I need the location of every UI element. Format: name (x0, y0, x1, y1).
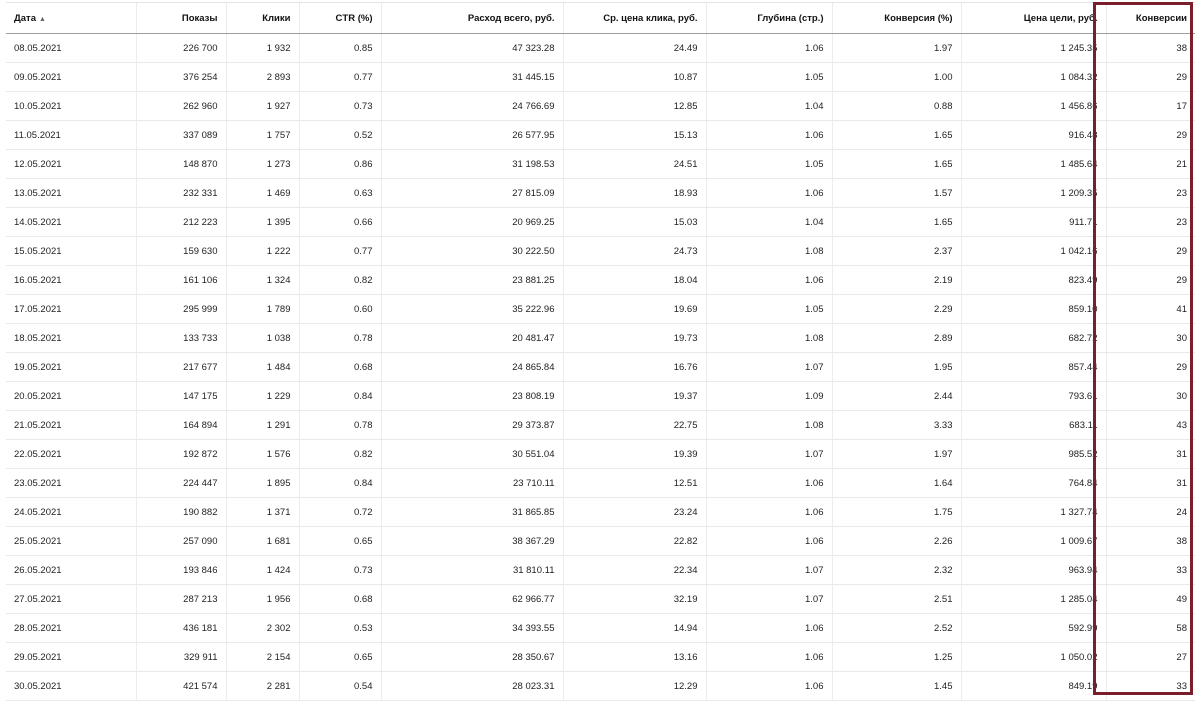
cell-cpa: 1 209.35 (961, 179, 1106, 208)
cell-cpa: 849.19 (961, 672, 1106, 701)
cell-cpc: 12.29 (563, 672, 706, 701)
cell-ctr: 0.72 (299, 498, 381, 527)
cell-spend: 24 766.69 (381, 92, 563, 121)
cell-impressions: 212 223 (136, 208, 226, 237)
cell-ctr: 0.84 (299, 469, 381, 498)
table-row (6, 63, 1195, 92)
cell-impressions: 295 999 (136, 295, 226, 324)
cell-date: 21.05.2021 (6, 411, 136, 440)
cell-spend: 26 577.95 (381, 121, 563, 150)
column-header-conversions[interactable] (1106, 3, 1195, 34)
cell-cpa: 911.71 (961, 208, 1106, 237)
cell-impressions: 421 574 (136, 672, 226, 701)
cell-depth: 1.07 (706, 585, 832, 614)
cell-cpc: 16.76 (563, 353, 706, 382)
cell-conversions: 27 (1106, 643, 1195, 672)
cell-clicks: 1 038 (226, 324, 299, 353)
cell-conv_rate: 3.33 (832, 411, 961, 440)
cell-date: 29.05.2021 (6, 643, 136, 672)
cell-ctr: 0.82 (299, 266, 381, 295)
cell-cpc: 19.69 (563, 295, 706, 324)
cell-depth: 1.04 (706, 208, 832, 237)
cell-spend: 31 445.15 (381, 63, 563, 92)
cell-ctr: 0.82 (299, 440, 381, 469)
cell-clicks: 1 757 (226, 121, 299, 150)
cell-conversions: 43 (1106, 411, 1195, 440)
cell-cpa: 985.52 (961, 440, 1106, 469)
cell-cpc: 15.13 (563, 121, 706, 150)
cell-date: 13.05.2021 (6, 179, 136, 208)
header-row (6, 3, 1195, 34)
cell-date: 22.05.2021 (6, 440, 136, 469)
cell-conversions: 17 (1106, 92, 1195, 121)
cell-impressions: 376 254 (136, 63, 226, 92)
table-row (6, 208, 1195, 237)
table-row (6, 469, 1195, 498)
cell-cpc: 18.93 (563, 179, 706, 208)
cell-ctr: 0.78 (299, 411, 381, 440)
cell-date: 17.05.2021 (6, 295, 136, 324)
cell-impressions: 287 213 (136, 585, 226, 614)
cell-conversions: 41 (1106, 295, 1195, 324)
cell-impressions: 133 733 (136, 324, 226, 353)
cell-clicks: 1 956 (226, 585, 299, 614)
cell-date: 23.05.2021 (6, 469, 136, 498)
statistics-table (6, 2, 1195, 701)
cell-impressions: 148 870 (136, 150, 226, 179)
cell-ctr: 0.65 (299, 527, 381, 556)
cell-date: 09.05.2021 (6, 63, 136, 92)
cell-ctr: 0.85 (299, 34, 381, 63)
cell-conv_rate: 0.88 (832, 92, 961, 121)
cell-ctr: 0.68 (299, 353, 381, 382)
cell-cpc: 24.51 (563, 150, 706, 179)
table-row (6, 527, 1195, 556)
cell-impressions: 329 911 (136, 643, 226, 672)
table-row (6, 614, 1195, 643)
cell-conv_rate: 2.32 (832, 556, 961, 585)
cell-depth: 1.06 (706, 614, 832, 643)
column-header-spend[interactable] (381, 3, 563, 34)
cell-spend: 29 373.87 (381, 411, 563, 440)
cell-date: 08.05.2021 (6, 34, 136, 63)
cell-clicks: 1 789 (226, 295, 299, 324)
cell-depth: 1.06 (706, 643, 832, 672)
cell-conversions: 24 (1106, 498, 1195, 527)
cell-depth: 1.06 (706, 498, 832, 527)
cell-depth: 1.08 (706, 324, 832, 353)
cell-cpa: 859.10 (961, 295, 1106, 324)
cell-conv_rate: 2.26 (832, 527, 961, 556)
cell-cpa: 963.94 (961, 556, 1106, 585)
cell-conversions: 23 (1106, 208, 1195, 237)
cell-cpc: 19.37 (563, 382, 706, 411)
cell-spend: 31 865.85 (381, 498, 563, 527)
cell-cpc: 24.49 (563, 34, 706, 63)
cell-clicks: 1 222 (226, 237, 299, 266)
cell-conv_rate: 2.44 (832, 382, 961, 411)
cell-spend: 24 865.84 (381, 353, 563, 382)
cell-impressions: 257 090 (136, 527, 226, 556)
column-header-label: Глубина (стр.) (757, 12, 824, 24)
cell-cpa: 1 485.64 (961, 150, 1106, 179)
column-header-label: Ср. цена клика, руб. (603, 12, 698, 24)
cell-conversions: 29 (1106, 237, 1195, 266)
cell-ctr: 0.78 (299, 324, 381, 353)
cell-conversions: 33 (1106, 556, 1195, 585)
cell-impressions: 217 677 (136, 353, 226, 382)
column-header-label: Показы (181, 12, 218, 24)
cell-depth: 1.06 (706, 266, 832, 295)
cell-depth: 1.06 (706, 672, 832, 701)
cell-conv_rate: 1.95 (832, 353, 961, 382)
cell-conv_rate: 2.37 (832, 237, 961, 266)
cell-date: 11.05.2021 (6, 121, 136, 150)
cell-date: 18.05.2021 (6, 324, 136, 353)
cell-conversions: 21 (1106, 150, 1195, 179)
cell-spend: 28 023.31 (381, 672, 563, 701)
cell-impressions: 190 882 (136, 498, 226, 527)
cell-spend: 38 367.29 (381, 527, 563, 556)
cell-date: 25.05.2021 (6, 527, 136, 556)
cell-depth: 1.05 (706, 150, 832, 179)
column-header-ctr[interactable] (299, 3, 381, 34)
table-header (6, 3, 1195, 34)
cell-conv_rate: 1.57 (832, 179, 961, 208)
cell-cpc: 24.73 (563, 237, 706, 266)
cell-clicks: 1 927 (226, 92, 299, 121)
cell-ctr: 0.65 (299, 643, 381, 672)
table-row (6, 643, 1195, 672)
table-row (6, 498, 1195, 527)
cell-spend: 31 810.11 (381, 556, 563, 585)
table-row (6, 353, 1195, 382)
cell-cpc: 13.16 (563, 643, 706, 672)
cell-clicks: 1 395 (226, 208, 299, 237)
cell-conv_rate: 1.64 (832, 469, 961, 498)
table-row (6, 672, 1195, 701)
cell-ctr: 0.68 (299, 585, 381, 614)
column-header-label: Конверсия (%) (884, 12, 953, 24)
cell-impressions: 232 331 (136, 179, 226, 208)
table-row (6, 440, 1195, 469)
table-row (6, 179, 1195, 208)
cell-clicks: 2 302 (226, 614, 299, 643)
cell-spend: 35 222.96 (381, 295, 563, 324)
cell-cpa: 764.84 (961, 469, 1106, 498)
cell-date: 27.05.2021 (6, 585, 136, 614)
cell-clicks: 1 424 (226, 556, 299, 585)
cell-depth: 1.07 (706, 440, 832, 469)
cell-conv_rate: 1.65 (832, 121, 961, 150)
cell-impressions: 147 175 (136, 382, 226, 411)
column-header-date[interactable] (6, 3, 136, 34)
cell-impressions: 161 106 (136, 266, 226, 295)
table-row (6, 411, 1195, 440)
column-header-impressions[interactable] (136, 3, 226, 34)
column-header-cpc[interactable] (563, 3, 706, 34)
cell-conv_rate: 1.00 (832, 63, 961, 92)
cell-conversions: 29 (1106, 121, 1195, 150)
cell-depth: 1.05 (706, 63, 832, 92)
cell-impressions: 226 700 (136, 34, 226, 63)
table-body (6, 34, 1195, 701)
cell-clicks: 1 469 (226, 179, 299, 208)
cell-cpa: 682.72 (961, 324, 1106, 353)
cell-date: 20.05.2021 (6, 382, 136, 411)
cell-impressions: 262 960 (136, 92, 226, 121)
cell-clicks: 1 576 (226, 440, 299, 469)
cell-clicks: 1 291 (226, 411, 299, 440)
cell-impressions: 224 447 (136, 469, 226, 498)
cell-ctr: 0.54 (299, 672, 381, 701)
cell-conversions: 29 (1106, 353, 1195, 382)
column-header-label: CTR (%) (335, 12, 373, 24)
cell-conversions: 30 (1106, 382, 1195, 411)
cell-ctr: 0.84 (299, 382, 381, 411)
cell-conv_rate: 2.19 (832, 266, 961, 295)
cell-cpc: 23.24 (563, 498, 706, 527)
cell-clicks: 1 324 (226, 266, 299, 295)
cell-impressions: 164 894 (136, 411, 226, 440)
cell-conversions: 38 (1106, 34, 1195, 63)
cell-ctr: 0.53 (299, 614, 381, 643)
table-row (6, 121, 1195, 150)
column-header-label: Конверсии (1135, 12, 1187, 24)
cell-cpa: 683.11 (961, 411, 1106, 440)
cell-clicks: 1 932 (226, 34, 299, 63)
cell-depth: 1.04 (706, 92, 832, 121)
cell-conv_rate: 1.97 (832, 440, 961, 469)
table-row (6, 382, 1195, 411)
cell-cpa: 857.44 (961, 353, 1106, 382)
column-header-conv_rate[interactable] (832, 3, 961, 34)
cell-date: 28.05.2021 (6, 614, 136, 643)
cell-impressions: 192 872 (136, 440, 226, 469)
cell-cpa: 1 245.35 (961, 34, 1106, 63)
cell-date: 26.05.2021 (6, 556, 136, 585)
cell-cpa: 1 456.86 (961, 92, 1106, 121)
cell-ctr: 0.73 (299, 92, 381, 121)
cell-spend: 30 551.04 (381, 440, 563, 469)
cell-cpc: 15.03 (563, 208, 706, 237)
cell-impressions: 159 630 (136, 237, 226, 266)
cell-conv_rate: 1.75 (832, 498, 961, 527)
cell-depth: 1.06 (706, 469, 832, 498)
cell-clicks: 1 273 (226, 150, 299, 179)
cell-conv_rate: 2.29 (832, 295, 961, 324)
sort-ascending-icon: ▲ (39, 15, 46, 23)
cell-conversions: 29 (1106, 266, 1195, 295)
cell-cpa: 823.49 (961, 266, 1106, 295)
cell-date: 24.05.2021 (6, 498, 136, 527)
cell-cpc: 22.82 (563, 527, 706, 556)
cell-clicks: 1 229 (226, 382, 299, 411)
cell-conv_rate: 1.97 (832, 34, 961, 63)
cell-clicks: 1 681 (226, 527, 299, 556)
cell-cpc: 10.87 (563, 63, 706, 92)
cell-spend: 27 815.09 (381, 179, 563, 208)
cell-date: 16.05.2021 (6, 266, 136, 295)
cell-conv_rate: 1.45 (832, 672, 961, 701)
cell-conv_rate: 1.65 (832, 208, 961, 237)
table-row (6, 266, 1195, 295)
cell-cpa: 1 050.02 (961, 643, 1106, 672)
cell-conversions: 31 (1106, 440, 1195, 469)
column-header-label: Дата (14, 12, 36, 24)
cell-cpc: 22.75 (563, 411, 706, 440)
cell-conversions: 31 (1106, 469, 1195, 498)
cell-clicks: 2 893 (226, 63, 299, 92)
cell-ctr: 0.77 (299, 237, 381, 266)
cell-spend: 23 808.19 (381, 382, 563, 411)
cell-cpc: 19.73 (563, 324, 706, 353)
cell-cpa: 1 009.67 (961, 527, 1106, 556)
cell-cpa: 916.48 (961, 121, 1106, 150)
cell-conversions: 23 (1106, 179, 1195, 208)
cell-ctr: 0.66 (299, 208, 381, 237)
cell-clicks: 1 371 (226, 498, 299, 527)
cell-depth: 1.08 (706, 411, 832, 440)
cell-spend: 23 710.11 (381, 469, 563, 498)
cell-cpa: 1 084.32 (961, 63, 1106, 92)
cell-ctr: 0.60 (299, 295, 381, 324)
cell-spend: 20 969.25 (381, 208, 563, 237)
cell-cpc: 22.34 (563, 556, 706, 585)
cell-ctr: 0.63 (299, 179, 381, 208)
cell-spend: 23 881.25 (381, 266, 563, 295)
cell-date: 30.05.2021 (6, 672, 136, 701)
cell-impressions: 193 846 (136, 556, 226, 585)
cell-spend: 34 393.55 (381, 614, 563, 643)
table-row (6, 34, 1195, 63)
cell-ctr: 0.73 (299, 556, 381, 585)
cell-depth: 1.05 (706, 295, 832, 324)
cell-spend: 20 481.47 (381, 324, 563, 353)
cell-cpa: 793.61 (961, 382, 1106, 411)
cell-conv_rate: 2.89 (832, 324, 961, 353)
cell-conversions: 30 (1106, 324, 1195, 353)
cell-cpa: 1 327.74 (961, 498, 1106, 527)
cell-cpc: 12.51 (563, 469, 706, 498)
cell-cpa: 592.99 (961, 614, 1106, 643)
cell-depth: 1.06 (706, 121, 832, 150)
cell-impressions: 337 089 (136, 121, 226, 150)
cell-spend: 47 323.28 (381, 34, 563, 63)
cell-cpa: 1 042.16 (961, 237, 1106, 266)
cell-depth: 1.09 (706, 382, 832, 411)
cell-ctr: 0.86 (299, 150, 381, 179)
cell-conversions: 38 (1106, 527, 1195, 556)
column-header-label: Расход всего, руб. (467, 12, 555, 24)
cell-conv_rate: 1.25 (832, 643, 961, 672)
cell-cpc: 14.94 (563, 614, 706, 643)
column-header-label: Цена цели, руб. (1023, 12, 1098, 24)
cell-cpc: 18.04 (563, 266, 706, 295)
column-header-depth[interactable] (706, 3, 832, 34)
cell-conv_rate: 1.65 (832, 150, 961, 179)
column-header-clicks[interactable] (226, 3, 299, 34)
cell-conversions: 49 (1106, 585, 1195, 614)
cell-cpa: 1 285.04 (961, 585, 1106, 614)
cell-date: 15.05.2021 (6, 237, 136, 266)
cell-cpc: 32.19 (563, 585, 706, 614)
cell-impressions: 436 181 (136, 614, 226, 643)
cell-spend: 62 966.77 (381, 585, 563, 614)
cell-clicks: 1 484 (226, 353, 299, 382)
cell-conversions: 33 (1106, 672, 1195, 701)
column-header-label: Клики (262, 12, 291, 24)
cell-conv_rate: 2.51 (832, 585, 961, 614)
table-row (6, 324, 1195, 353)
cell-depth: 1.07 (706, 353, 832, 382)
cell-depth: 1.06 (706, 179, 832, 208)
table-row (6, 585, 1195, 614)
cell-conversions: 58 (1106, 614, 1195, 643)
cell-cpc: 19.39 (563, 440, 706, 469)
cell-date: 14.05.2021 (6, 208, 136, 237)
cell-depth: 1.06 (706, 34, 832, 63)
table-row (6, 92, 1195, 121)
cell-clicks: 2 154 (226, 643, 299, 672)
table-row (6, 295, 1195, 324)
table-row (6, 150, 1195, 179)
cell-date: 10.05.2021 (6, 92, 136, 121)
cell-spend: 30 222.50 (381, 237, 563, 266)
table-row (6, 237, 1195, 266)
cell-depth: 1.08 (706, 237, 832, 266)
cell-ctr: 0.77 (299, 63, 381, 92)
cell-clicks: 1 895 (226, 469, 299, 498)
table-row (6, 556, 1195, 585)
cell-date: 19.05.2021 (6, 353, 136, 382)
cell-cpc: 12.85 (563, 92, 706, 121)
cell-depth: 1.06 (706, 527, 832, 556)
cell-ctr: 0.52 (299, 121, 381, 150)
cell-conversions: 29 (1106, 63, 1195, 92)
cell-spend: 31 198.53 (381, 150, 563, 179)
cell-spend: 28 350.67 (381, 643, 563, 672)
cell-date: 12.05.2021 (6, 150, 136, 179)
column-header-cpa[interactable] (961, 3, 1106, 34)
cell-depth: 1.07 (706, 556, 832, 585)
cell-clicks: 2 281 (226, 672, 299, 701)
cell-conv_rate: 2.52 (832, 614, 961, 643)
